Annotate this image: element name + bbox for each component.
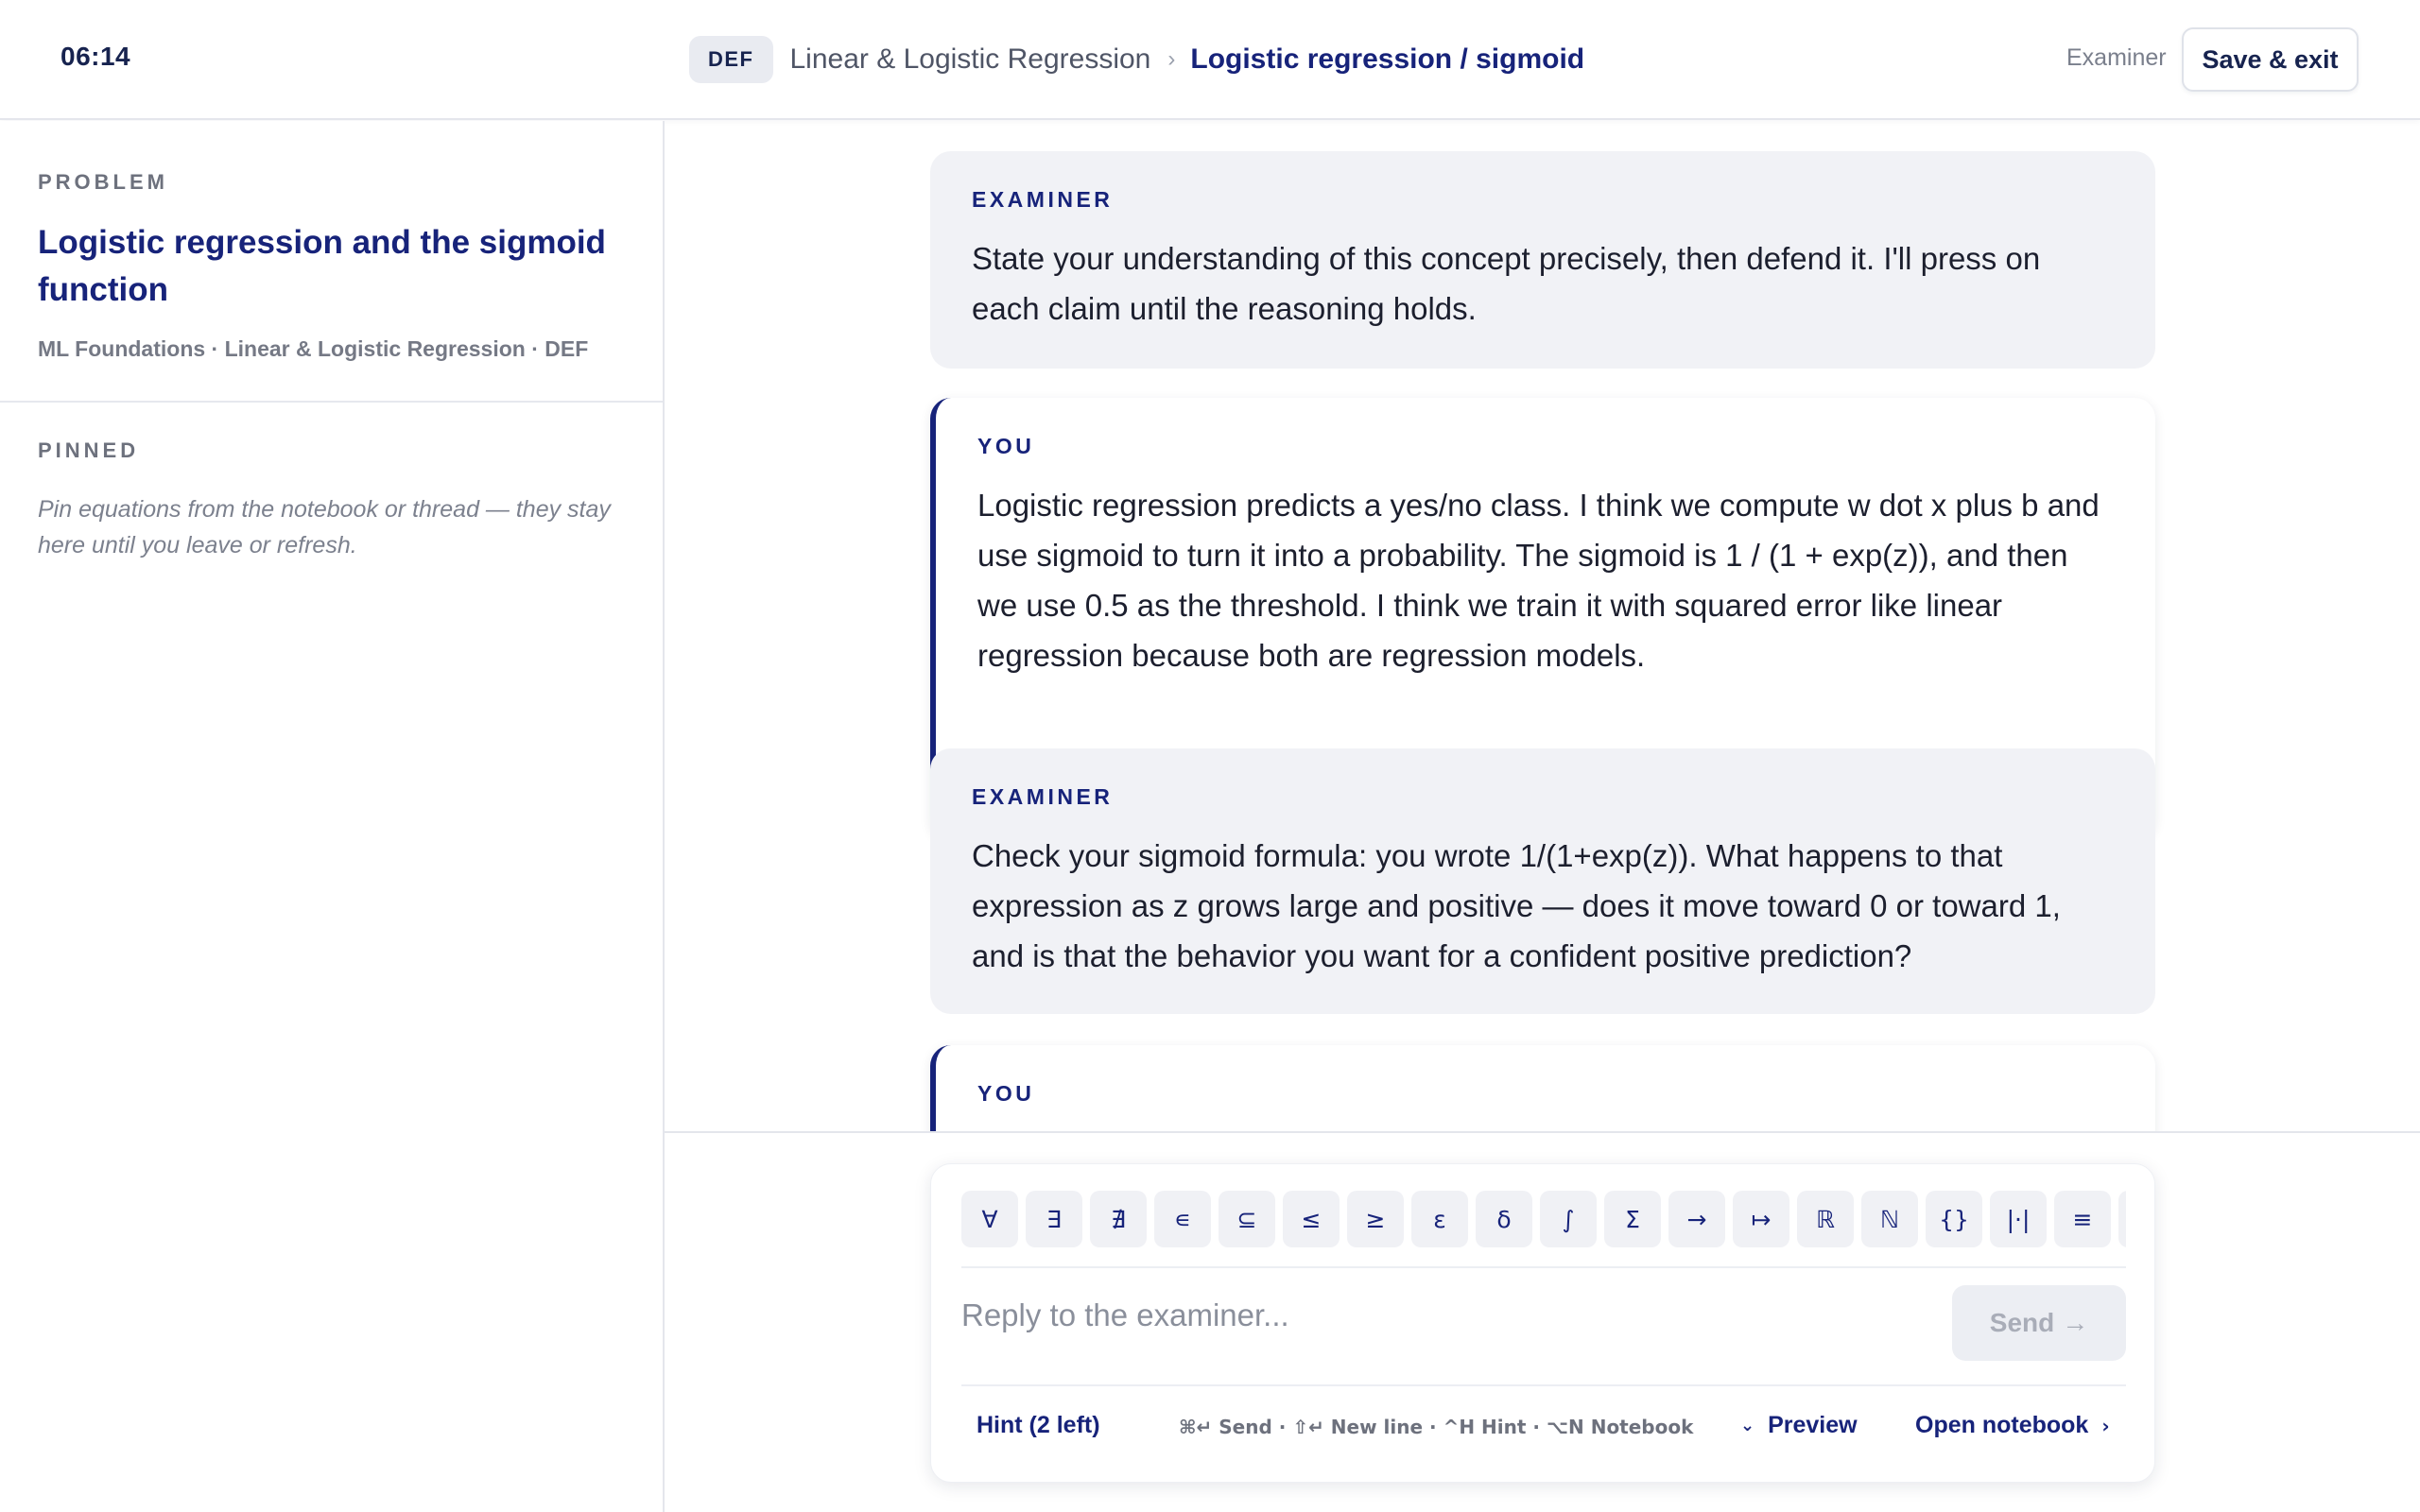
symbol-not-exists-button[interactable]: ∄ <box>1090 1191 1147 1247</box>
chevron-right-icon: › <box>2101 1414 2110 1437</box>
hint-button[interactable]: Hint (2 left) <box>977 1412 1100 1438</box>
symbol-integral-button[interactable]: ∫ <box>1540 1191 1597 1247</box>
symbol-reals-button[interactable]: ℝ <box>1797 1191 1854 1247</box>
symbol-arrow-button[interactable]: → <box>1668 1191 1725 1247</box>
symbol-norm-button[interactable]: |·| <box>1990 1191 2047 1247</box>
breadcrumb <box>689 36 1584 83</box>
preview-label: Preview <box>1768 1412 1858 1438</box>
pinned-empty-state: Pin equations from the notebook or thread — they stay here until you leave or refresh. <box>38 496 611 558</box>
symbol-toolbar[interactable] <box>961 1191 2126 1251</box>
save-exit-button[interactable]: Save & exit <box>2182 27 2359 92</box>
symbol-leq-button[interactable]: ≤ <box>1283 1191 1340 1247</box>
conversation-thread[interactable] <box>665 121 2420 1131</box>
symbol-element-of-button[interactable]: ∊ <box>1154 1191 1211 1247</box>
examiner-message <box>930 748 2155 1014</box>
reply-input[interactable] <box>961 1287 1907 1344</box>
arrow-right-icon: → <box>2062 1308 2089 1337</box>
level-tag-badge: DEF <box>689 36 773 83</box>
mode-label: Examiner <box>2066 44 2167 71</box>
problem-section-label: PROBLEM <box>38 170 168 194</box>
symbol-more-button[interactable] <box>2118 1191 2126 1247</box>
preview-toggle-button[interactable] <box>1740 1412 1858 1439</box>
open-notebook-label: Open notebook <box>1915 1412 2089 1438</box>
message-role-label: YOU <box>977 434 1035 458</box>
open-notebook-button[interactable] <box>1915 1412 2110 1439</box>
reply-composer <box>930 1163 2155 1483</box>
footer-divider <box>961 1384 2126 1386</box>
symbol-equiv-button[interactable]: ≡ <box>2054 1191 2111 1247</box>
message-text: State your understanding of this concept precisely, then defend it. I'll press on each claim until the reasoning holds. <box>972 241 2041 326</box>
symbol-sum-button[interactable]: Σ <box>1604 1191 1661 1247</box>
symbol-delta-button[interactable]: δ <box>1476 1191 1532 1247</box>
toolbar-divider <box>961 1266 2126 1268</box>
composer-area <box>665 1131 2420 1512</box>
breadcrumb-current: Logistic regression / sigmoid <box>1190 43 1585 75</box>
symbol-forall-button[interactable]: ∀ <box>961 1191 1018 1247</box>
message-role-label: EXAMINER <box>972 187 1114 212</box>
symbol-epsilon-button[interactable]: ε <box>1411 1191 1468 1247</box>
breadcrumb-parent-link[interactable]: Linear & Logistic Regression <box>789 43 1151 75</box>
sidebar-divider <box>0 401 663 403</box>
symbol-naturals-button[interactable]: ℕ <box>1861 1191 1918 1247</box>
sidebar <box>0 121 665 1512</box>
symbol-braces-button[interactable]: {} <box>1926 1191 1982 1247</box>
symbol-exists-button[interactable]: ∃ <box>1026 1191 1082 1247</box>
top-bar <box>0 0 2420 120</box>
breadcrumb-separator-icon: › <box>1167 46 1176 72</box>
message-role-label: YOU <box>977 1081 1035 1106</box>
message-text: Check your sigmoid formula: you wrote 1/(1+exp(z)). What happens to that expression as z grows large and positive — does it move toward 0 or toward 1, and is that the behavior you want for a confident positive prediction? <box>972 838 2061 973</box>
symbol-mapsto-button[interactable]: ↦ <box>1733 1191 1789 1247</box>
send-label: Send <box>1989 1308 2055 1337</box>
symbol-subset-button[interactable]: ⊆ <box>1219 1191 1275 1247</box>
problem-meta: ML Foundations · Linear & Logistic Regression · DEF <box>38 336 589 361</box>
message-role-label: EXAMINER <box>972 784 1114 809</box>
symbol-geq-button[interactable]: ≥ <box>1347 1191 1404 1247</box>
pinned-section-label: PINNED <box>38 438 140 462</box>
message-text: Logistic regression predicts a yes/no class. I think we compute w dot x plus b and use sigmoid to turn it into a probability. The sigmoid is 1 / (1 + exp(z)), and then we use 0.5 as the threshold. I think we train it with squared error like linear regression because both are regression models. <box>977 488 2100 673</box>
send-button[interactable] <box>1952 1285 2126 1361</box>
user-message <box>930 1045 2155 1131</box>
problem-title: Logistic regression and the sigmoid function <box>38 224 606 308</box>
pinned-section <box>38 438 624 563</box>
problem-section <box>38 170 624 362</box>
examiner-message <box>930 151 2155 369</box>
chevron-down-icon: ⌄ <box>1740 1416 1755 1435</box>
keyboard-shortcuts-hint: ⌘↵ Send · ⇧↵ New line · ^H Hint · ⌥N Notebook <box>1179 1416 1694 1438</box>
session-timer: 06:14 <box>60 42 131 71</box>
